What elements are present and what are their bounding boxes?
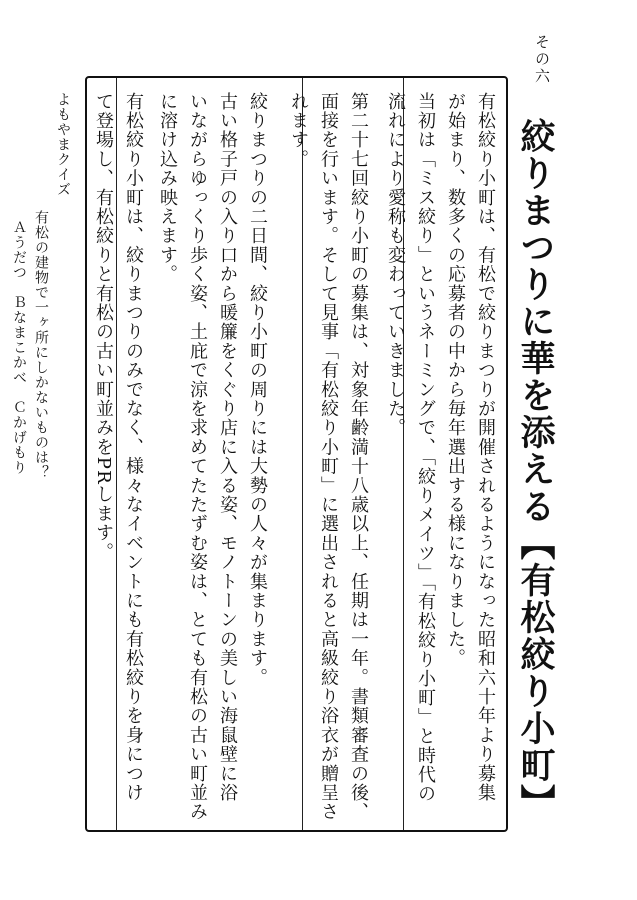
paragraph-line: に溶け込み映えます。: [157, 92, 178, 284]
paragraph-line: 流れにより愛称も変わっていきました。: [385, 92, 406, 438]
paragraph-line: 有松絞り小町は、有松で絞りまつりが開催されるようになった昭和六十年より募集: [475, 92, 496, 803]
text-frame: [85, 76, 508, 832]
paragraph-line: いながらゆっくり歩く姿、土庇で涼を求めてたたずむ姿は、とても有松の古い町並み: [187, 92, 208, 822]
page-title: 絞りまつりに華を添える【有松絞り小町】: [515, 118, 556, 821]
paragraph-line: が始まり、数多くの応募者の中から毎年選出する様になりました。: [445, 92, 466, 668]
paragraph-line: て登場し、有松絞りと有松の古い町並みをPRします。: [93, 92, 114, 562]
paragraph-line: れます。: [288, 92, 309, 169]
column-divider: [302, 78, 303, 830]
paragraph-line: 当初は「ミス絞り」というネーミングで、「絞りメイツ」「有松絞り小町」と時代の: [415, 92, 436, 804]
quiz-options: Ａうだつ Ｂなまこかべ Ｃかげもり: [11, 220, 27, 475]
quiz-question: 有松の建物で一ヶ所にしかないものは？: [33, 210, 49, 480]
paragraph-line: 絞りまつりの二日間、絞り小町の周りには大勢の人々が集まります。: [247, 92, 268, 688]
paragraph-line: 古い格子戸の入り口から暖簾をくぐり店に入る姿、モノトーンの美しい海鼠壁に浴: [217, 92, 238, 803]
chapter-label: その六: [533, 34, 551, 85]
paragraph-line: 第二十七回絞り小町の募集は、対象年齢満十八歳以上、任期は一年。書類審査の後、: [348, 92, 369, 822]
paragraph-line: 有松絞り小町は、絞りまつりのみでなく、様々なイベントにも有松絞りを身につけ: [123, 92, 144, 803]
quiz-heading: よもやまクイズ: [55, 92, 71, 197]
paragraph-line: 面接を行います。そして見事「有松絞り小町」に選出されると高級絞り浴衣が贈呈さ: [318, 92, 339, 822]
